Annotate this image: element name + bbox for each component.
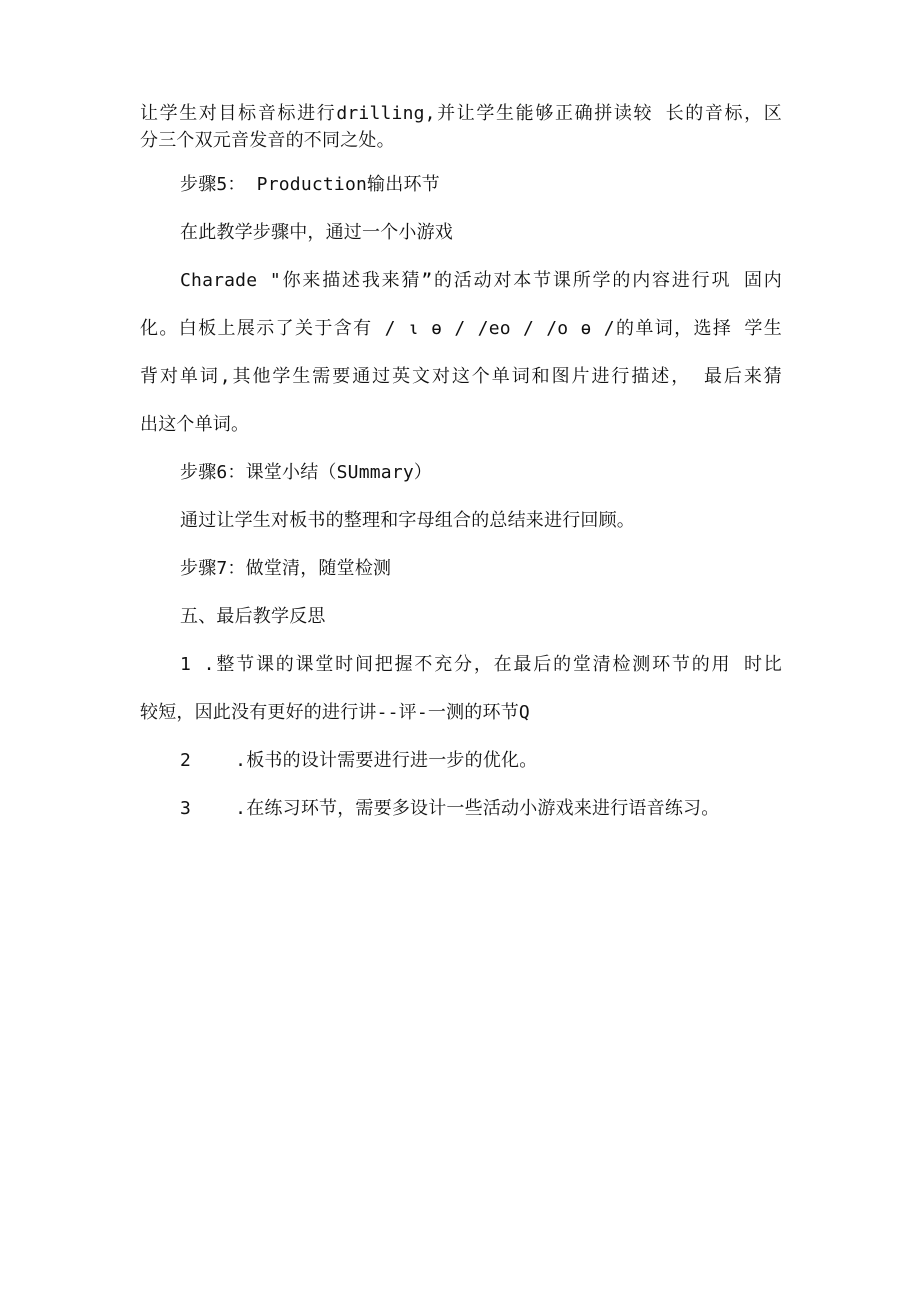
paragraph-drilling-line-2: 分三个双元音发音的不同之处。 (140, 130, 395, 151)
step6-heading: 步骤6：课堂小结（SUmmary） (180, 462, 433, 483)
step5-heading: 步骤5： Production输出环节 (180, 174, 440, 195)
reflection-item-1-line-2: 较短，因此没有更好的进行讲--评-一测的环节Q (140, 702, 530, 723)
charade-line-4: 出这个单词。 (140, 414, 250, 435)
charade-line-3: 背对单词,其他学生需要通过英文对这个单词和图片进行描述， 最后来猜 (140, 366, 782, 387)
reflection-item-2: 2 .板书的设计需要进行进一步的优化。 (180, 750, 538, 771)
charade-line-2: 化。白板上展示了关于含有 / ι ɵ / /eo / /o ɵ /的单词，选择 学生 (140, 318, 782, 339)
paragraph-drilling-line-1: 让学生对目标音标进行drilling,并让学生能够正确拼读较 长的音标，区 (140, 103, 782, 124)
step7-heading: 步骤7：做堂清，随堂检测 (180, 558, 392, 579)
charade-line-1: Charade "你来描述我来猜”的活动对本节课所学的内容进行巩 固内 (180, 270, 782, 291)
step5-intro: 在此教学步骤中，通过一个小游戏 (180, 222, 453, 243)
step6-body: 通过让学生对板书的整理和字母组合的总结来进行回顾。 (180, 510, 635, 531)
reflection-item-1-line-1: 1 .整节课的课堂时间把握不充分，在最后的堂清检测环节的用 时比 (180, 654, 782, 675)
section5-heading: 五、最后教学反思 (180, 606, 326, 627)
reflection-item-3: 3 .在练习环节，需要多设计一些活动小游戏来进行语音练习。 (180, 798, 720, 819)
